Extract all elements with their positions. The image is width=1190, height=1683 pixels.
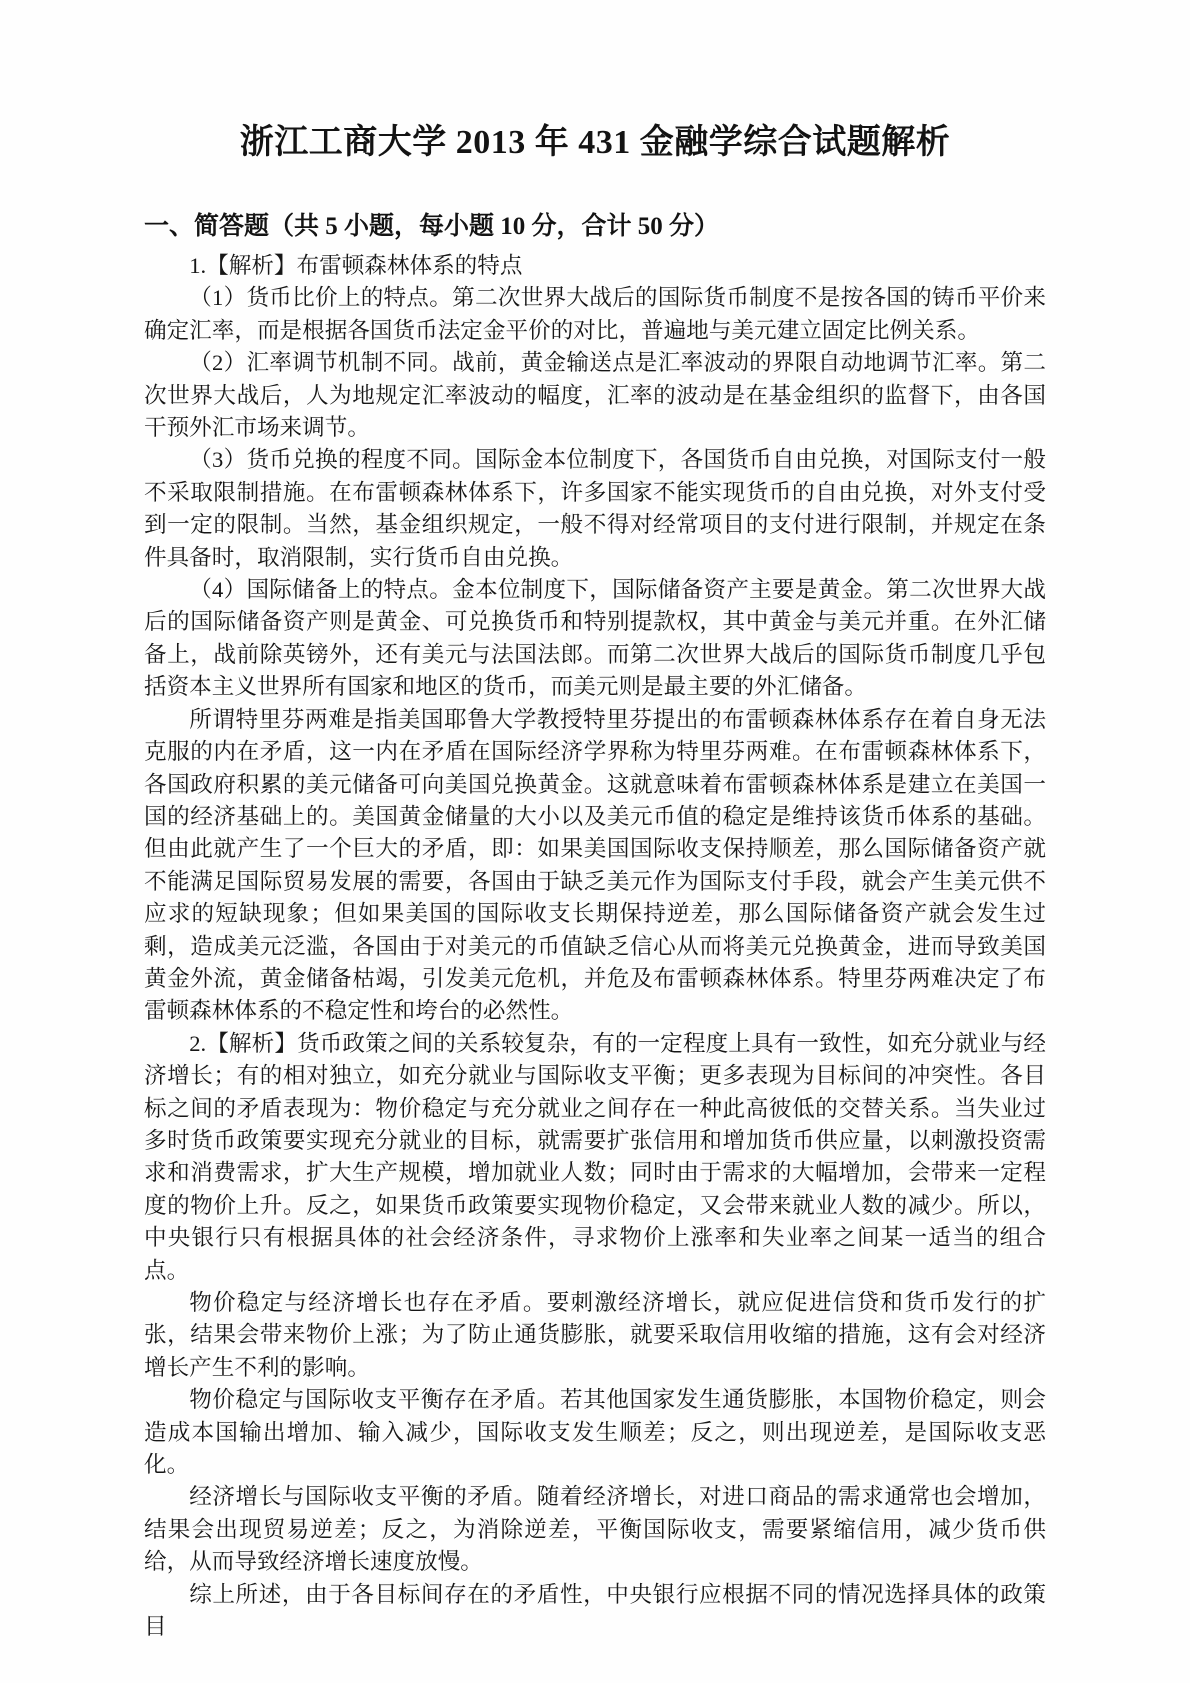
paragraph-answer1-title: 1.【解析】布雷顿森林体系的特点	[189, 253, 523, 278]
document-title: 浙江工商大学 2013 年 431 金融学综合试题解析	[239, 124, 951, 161]
paragraph-growth-bop-conflict: 经济增长与国际收支平衡的矛盾。随着经济增长，对进口商品的需求通常也会增加，结果会出现贸易逆差；反之，为消除逆差，平衡国际收支，需要紧缩信用，减少货币供给，从而导致经济增长速度放慢。	[144, 1484, 1046, 1575]
section-heading: 一、简答题（共 5 小题，每小题 10 分，合计 50 分）	[144, 213, 720, 240]
paragraph-conclusion: 综上所述，由于各目标间存在的矛盾性，中央银行应根据不同的情况选择具体的政策目	[144, 1581, 1046, 1640]
paragraph-point1: （1）货币比价上的特点。第二次世界大战后的国际货币制度不是按各国的铸币平价来确定汇率，而是根据各国货币法定金平价的对比，普遍地与美元建立固定比例关系。	[144, 285, 1046, 343]
paragraph-point4: （4）国际储备上的特点。金本位制度下，国际储备资产主要是黄金。第二次世界大战后的国际储备资产则是黄金、可兑换货币和特别提款权，其中黄金与美元并重。在外汇储备上，战前除英镑外，还有美元与法国法郎。而第二次世界大战后的国际货币制度几乎包括资本主义世界所有国家和地区的货币，而美元则是最主要的外汇储备。	[144, 577, 1046, 700]
paragraph-answer2: 2.【解析】货币政策之间的关系较复杂，有的一定程度上具有一致性，如充分就业与经济增长；有的相对独立，如充分就业与国际收支平衡；更多表现为目标间的冲突性。各目标之间的矛盾表现为：物价稳定与充分就业之间存在一种此高彼低的交替关系。当失业过多时货币政策要实现充分就业的目标，就需要扩张信用和增加货币供应量，以刺激投资需求和消费需求，扩大生产规模，增加就业人数；同时由于需求的大幅增加，会带来一定程度的物价上升。反之，如果货币政策要实现物价稳定，又会带来就业人数的减少。所以，中央银行只有根据具体的社会经济条件，寻求物价上涨率和失业率之间某一适当的组合点。	[144, 1030, 1046, 1283]
paragraph-price-bop-conflict: 物价稳定与国际收支平衡存在矛盾。若其他国家发生通货膨胀，本国物价稳定，则会造成本国输出增加、输入减少，国际收支发生顺差；反之，则出现逆差，是国际收支恶化。	[144, 1387, 1046, 1478]
document-body	[144, 209, 1046, 1643]
paragraph-price-growth-conflict: 物价稳定与经济增长也存在矛盾。要刺激经济增长，就应促进信贷和货币发行的扩张，结果会带来物价上涨；为了防止通货膨胀，就要采取信用收缩的措施，这有会对经济增长产生不利的影响。	[144, 1290, 1046, 1380]
paragraph-triffin-dilemma: 所谓特里芬两难是指美国耶鲁大学教授特里芬提出的布雷顿森林体系存在着自身无法克服的内在矛盾，这一内在矛盾在国际经济学界称为特里芬两难。在布雷顿森林体系下，各国政府积累的美元储备可向美国兑换黄金。这就意味着布雷顿森林体系是建立在美国一国的经济基础上的。美国黄金储量的大小以及美元币值的稳定是维持该货币体系的基础。但由此就产生了一个巨大的矛盾，即：如果美国国际收支保持顺差，那么国际储备资产就不能满足国际贸易发展的需要，各国由于缺乏美元作为国际支付手段，就会产生美元供不应求的短缺现象；但如果美国的国际收支长期保持逆差，那么国际储备资产就会发生过剩，造成美元泛滥，各国由于对美元的币值缺乏信心从而将美元兑换黄金，进而导致美国黄金外流，黄金储备枯竭，引发美元危机，并危及布雷顿森林体系。特里芬两难决定了布雷顿森林体系的不稳定性和垮台的必然性。	[144, 706, 1046, 1024]
paragraph-point3: （3）货币兑换的程度不同。国际金本位制度下，各国货币自由兑换，对国际支付一般不采取限制措施。在布雷顿森林体系下，许多国家不能实现货币的自由兑换，对外支付受到一定的限制。当然，基金组织规定，一般不得对经常项目的支付进行限制，并规定在条件具备时，取消限制，实行货币自由兑换。	[144, 447, 1046, 570]
paragraph-point2: （2）汇率调节机制不同。战前，黄金输送点是汇率波动的界限自动地调节汇率。第二次世界大战后，人为地规定汇率波动的幅度，汇率的波动是在基金组织的监督下，由各国干预外汇市场来调节。	[144, 350, 1046, 441]
